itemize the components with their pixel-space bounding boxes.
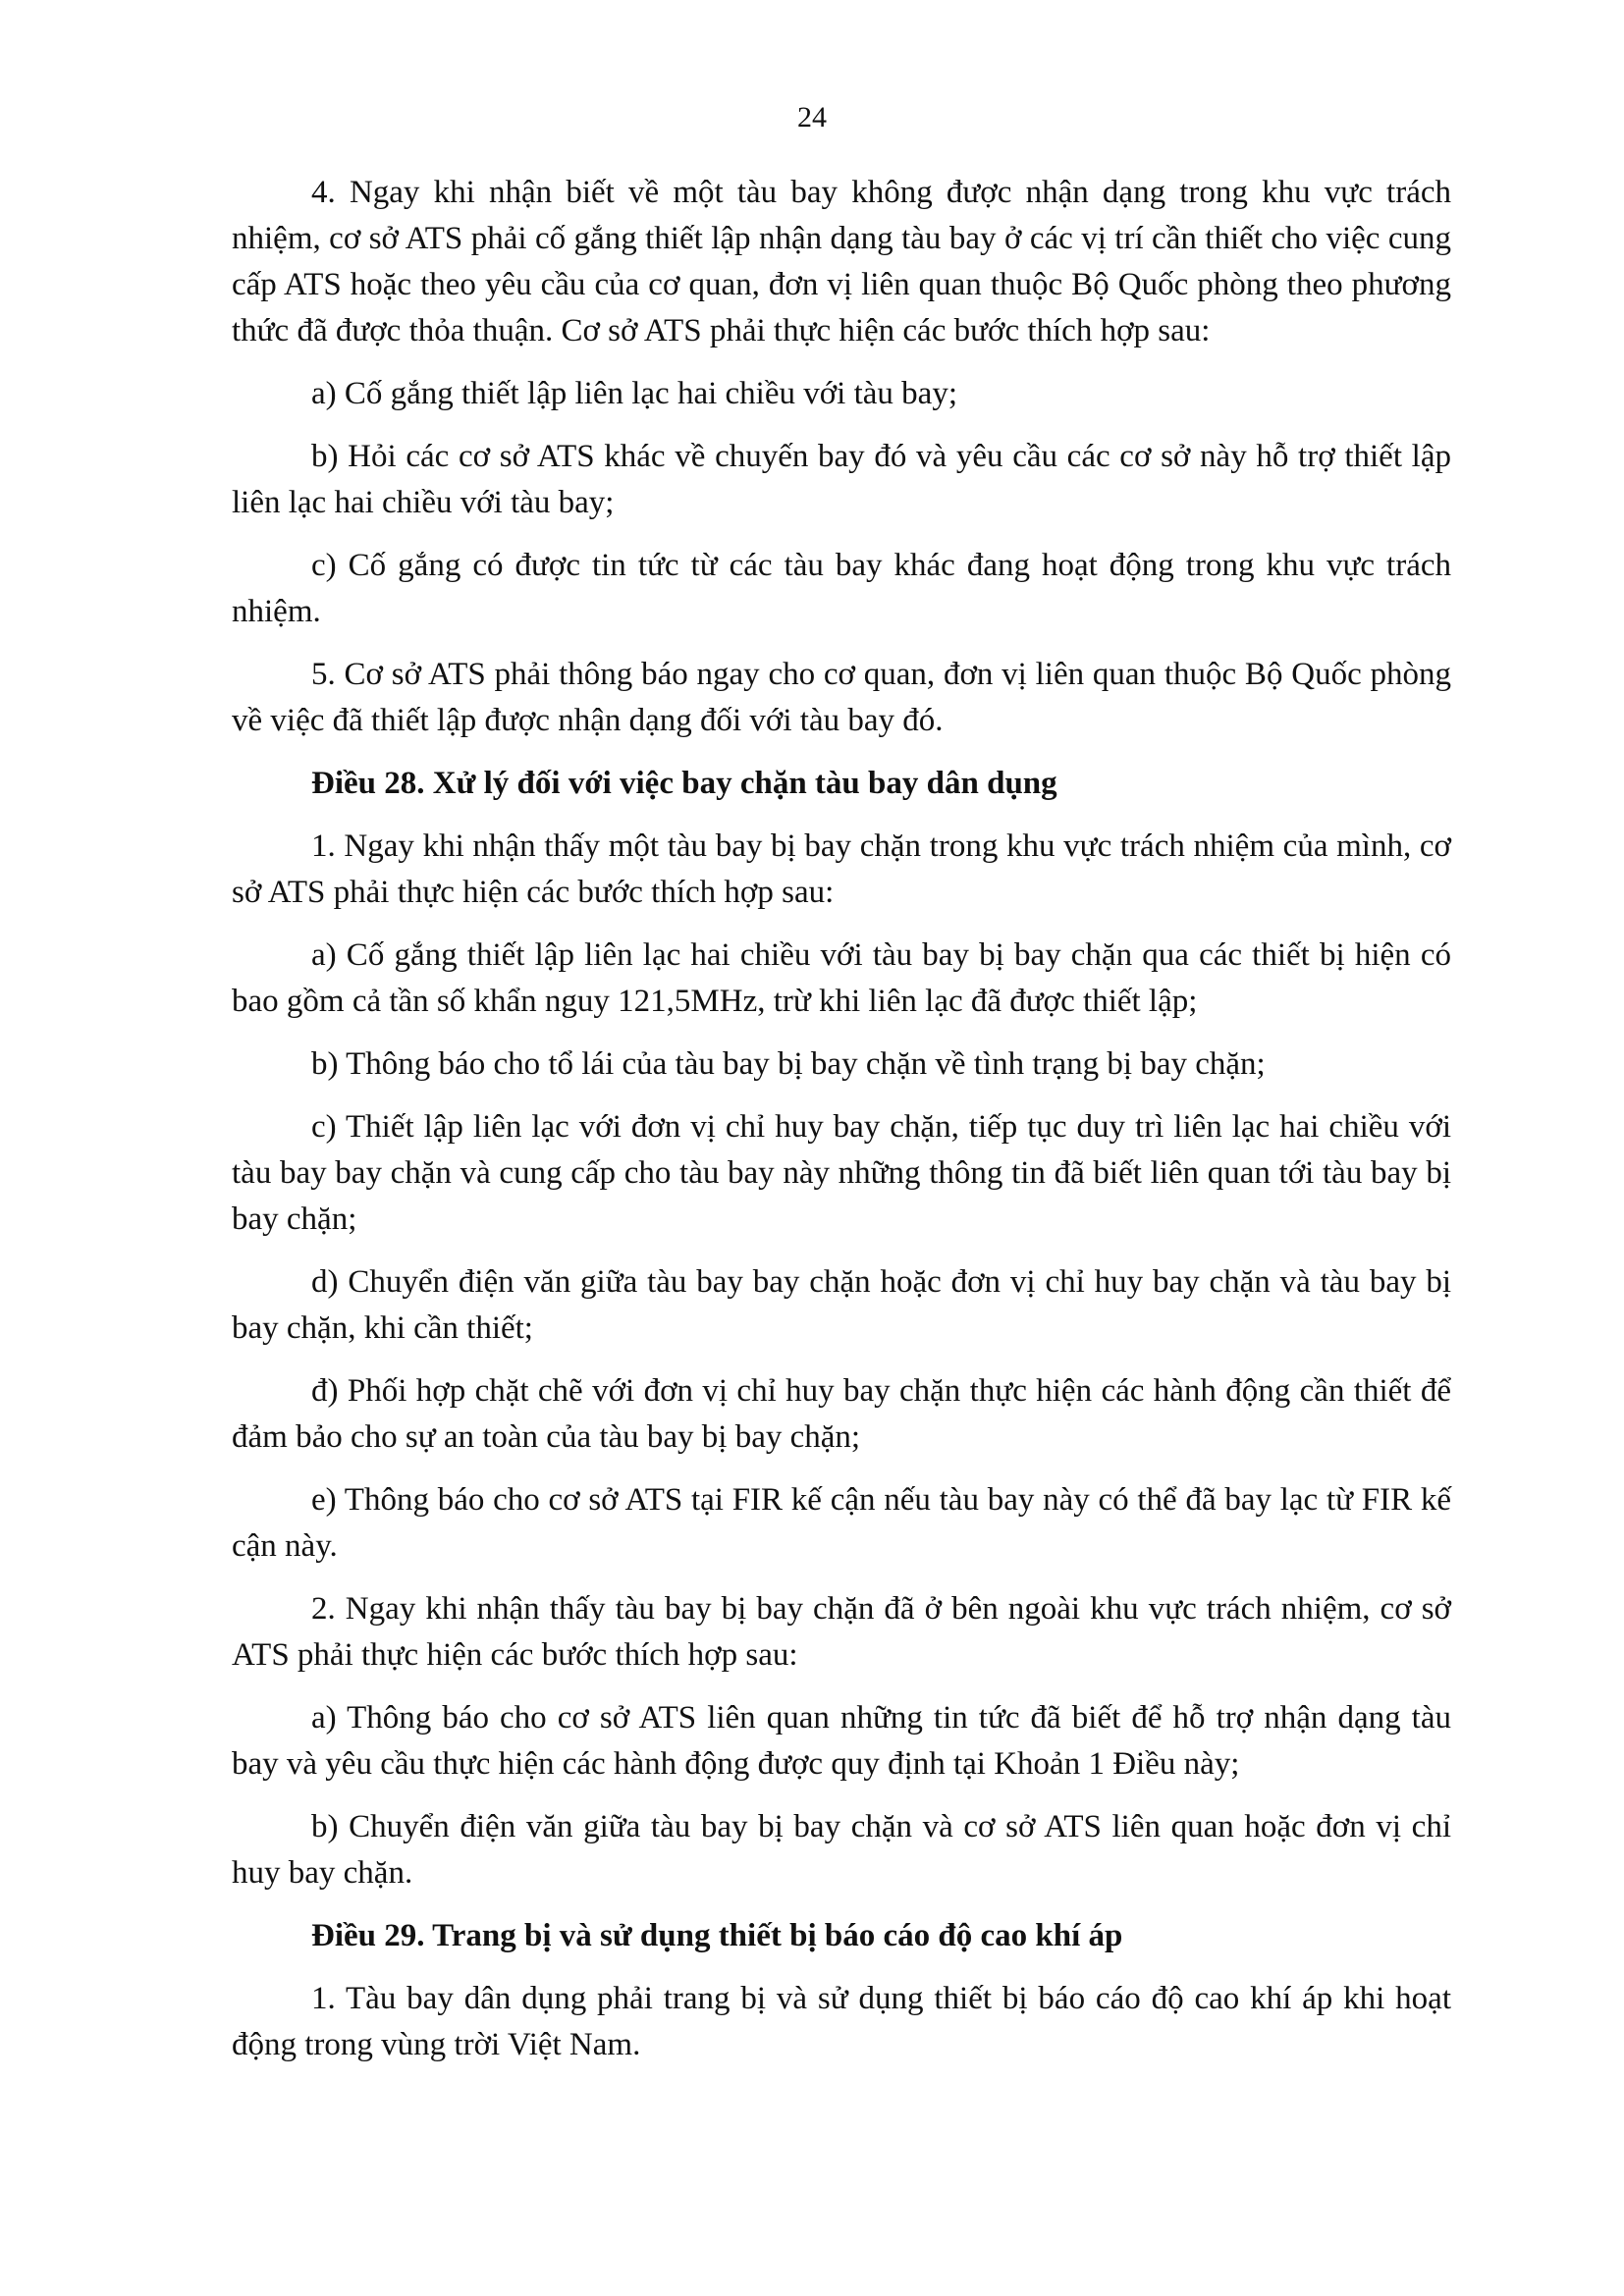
paragraph-item-d: d) Chuyển điện văn giữa tàu bay bay chặn hoặc đơn vị chỉ huy bay chặn và tàu bay bị bay chặn, khi cần thiết; (232, 1264, 1451, 1346)
paragraph-item-dd: đ) Phối hợp chặt chẽ với đơn vị chỉ huy bay chặn thực hiện các hành động cần thiết để đảm bảo cho sự an toàn của tàu bay bị bay chặn; (232, 1373, 1451, 1455)
paragraph-clause-5: 5. Cơ sở ATS phải thông báo ngay cho cơ quan, đơn vị liên quan thuộc Bộ Quốc phòng về việc đã thiết lập được nhận dạng đối với tàu bay đó. (232, 657, 1451, 738)
paragraph-clause-2: 2. Ngay khi nhận thấy tàu bay bị bay chặn đã ở bên ngoài khu vực trách nhiệm, cơ sở ATS phải thực hiện các bước thích hợp sau: (232, 1591, 1451, 1673)
paragraph-item-c: c) Cố gắng có được tin tức từ các tàu bay khác đang hoạt động trong khu vực trách nhiệm. (232, 548, 1451, 629)
paragraph-clause-4: 4. Ngay khi nhận biết về một tàu bay không được nhận dạng trong khu vực trách nhiệm, cơ sở ATS phải cố gắng thiết lập nhận dạng tàu bay ở các vị trí cần thiết cho việc cung cấp ATS hoặc theo yêu cầu của cơ quan, đơn vị liên quan thuộc Bộ Quốc phòng theo phương thức đã được thỏa thuận. Cơ sở ATS phải thực hiện các bước thích hợp sau: (232, 175, 1451, 348)
paragraph-clause-1: 1. Tàu bay dân dụng phải trang bị và sử dụng thiết bị báo cáo độ cao khí áp khi hoạt động trong vùng trời Việt Nam. (232, 1981, 1451, 2062)
article-heading-29: Điều 29. Trang bị và sử dụng thiết bị báo cáo độ cao khí áp (311, 1918, 1123, 1953)
paragraph-item-a: a) Cố gắng thiết lập liên lạc hai chiều với tàu bay bị bay chặn qua các thiết bị hiện có bao gồm cả tần số khẩn nguy 121,5MHz, trừ khi liên lạc đã được thiết lập; (232, 937, 1451, 1019)
paragraph-item-b: b) Hỏi các cơ sở ATS khác về chuyến bay đó và yêu cầu các cơ sở này hỗ trợ thiết lập liên lạc hai chiều với tàu bay; (232, 439, 1451, 520)
paragraph-item-b: b) Thông báo cho tổ lái của tàu bay bị bay chặn về tình trạng bị bay chặn; (311, 1046, 1266, 1082)
article-heading-28: Điều 28. Xử lý đối với việc bay chặn tàu bay dân dụng (311, 766, 1057, 801)
paragraph-item-b: b) Chuyển điện văn giữa tàu bay bị bay chặn và cơ sở ATS liên quan hoặc đơn vị chỉ huy bay chặn. (232, 1809, 1451, 1891)
paragraph-item-a: a) Cố gắng thiết lập liên lạc hai chiều với tàu bay; (311, 376, 957, 411)
paragraph-item-c: c) Thiết lập liên lạc với đơn vị chỉ huy bay chặn, tiếp tục duy trì liên lạc hai chiều với tàu bay bay chặn và cung cấp cho tàu bay này những thông tin đã biết liên quan tới tàu bay bị bay chặn; (232, 1109, 1451, 1237)
page-number: 24 (797, 101, 827, 133)
paragraph-item-e: e) Thông báo cho cơ sở ATS tại FIR kế cận nếu tàu bay này có thể đã bay lạc từ FIR kế cận này. (232, 1482, 1451, 1564)
paragraph-clause-1: 1. Ngay khi nhận thấy một tàu bay bị bay chặn trong khu vực trách nhiệm của mình, cơ sở ATS phải thực hiện các bước thích hợp sau: (232, 828, 1451, 910)
document-body (232, 170, 1451, 2085)
paragraph-item-a: a) Thông báo cho cơ sở ATS liên quan những tin tức đã biết để hỗ trợ nhận dạng tàu bay và yêu cầu thực hiện các hành động được quy định tại Khoản 1 Điều này; (232, 1700, 1451, 1782)
